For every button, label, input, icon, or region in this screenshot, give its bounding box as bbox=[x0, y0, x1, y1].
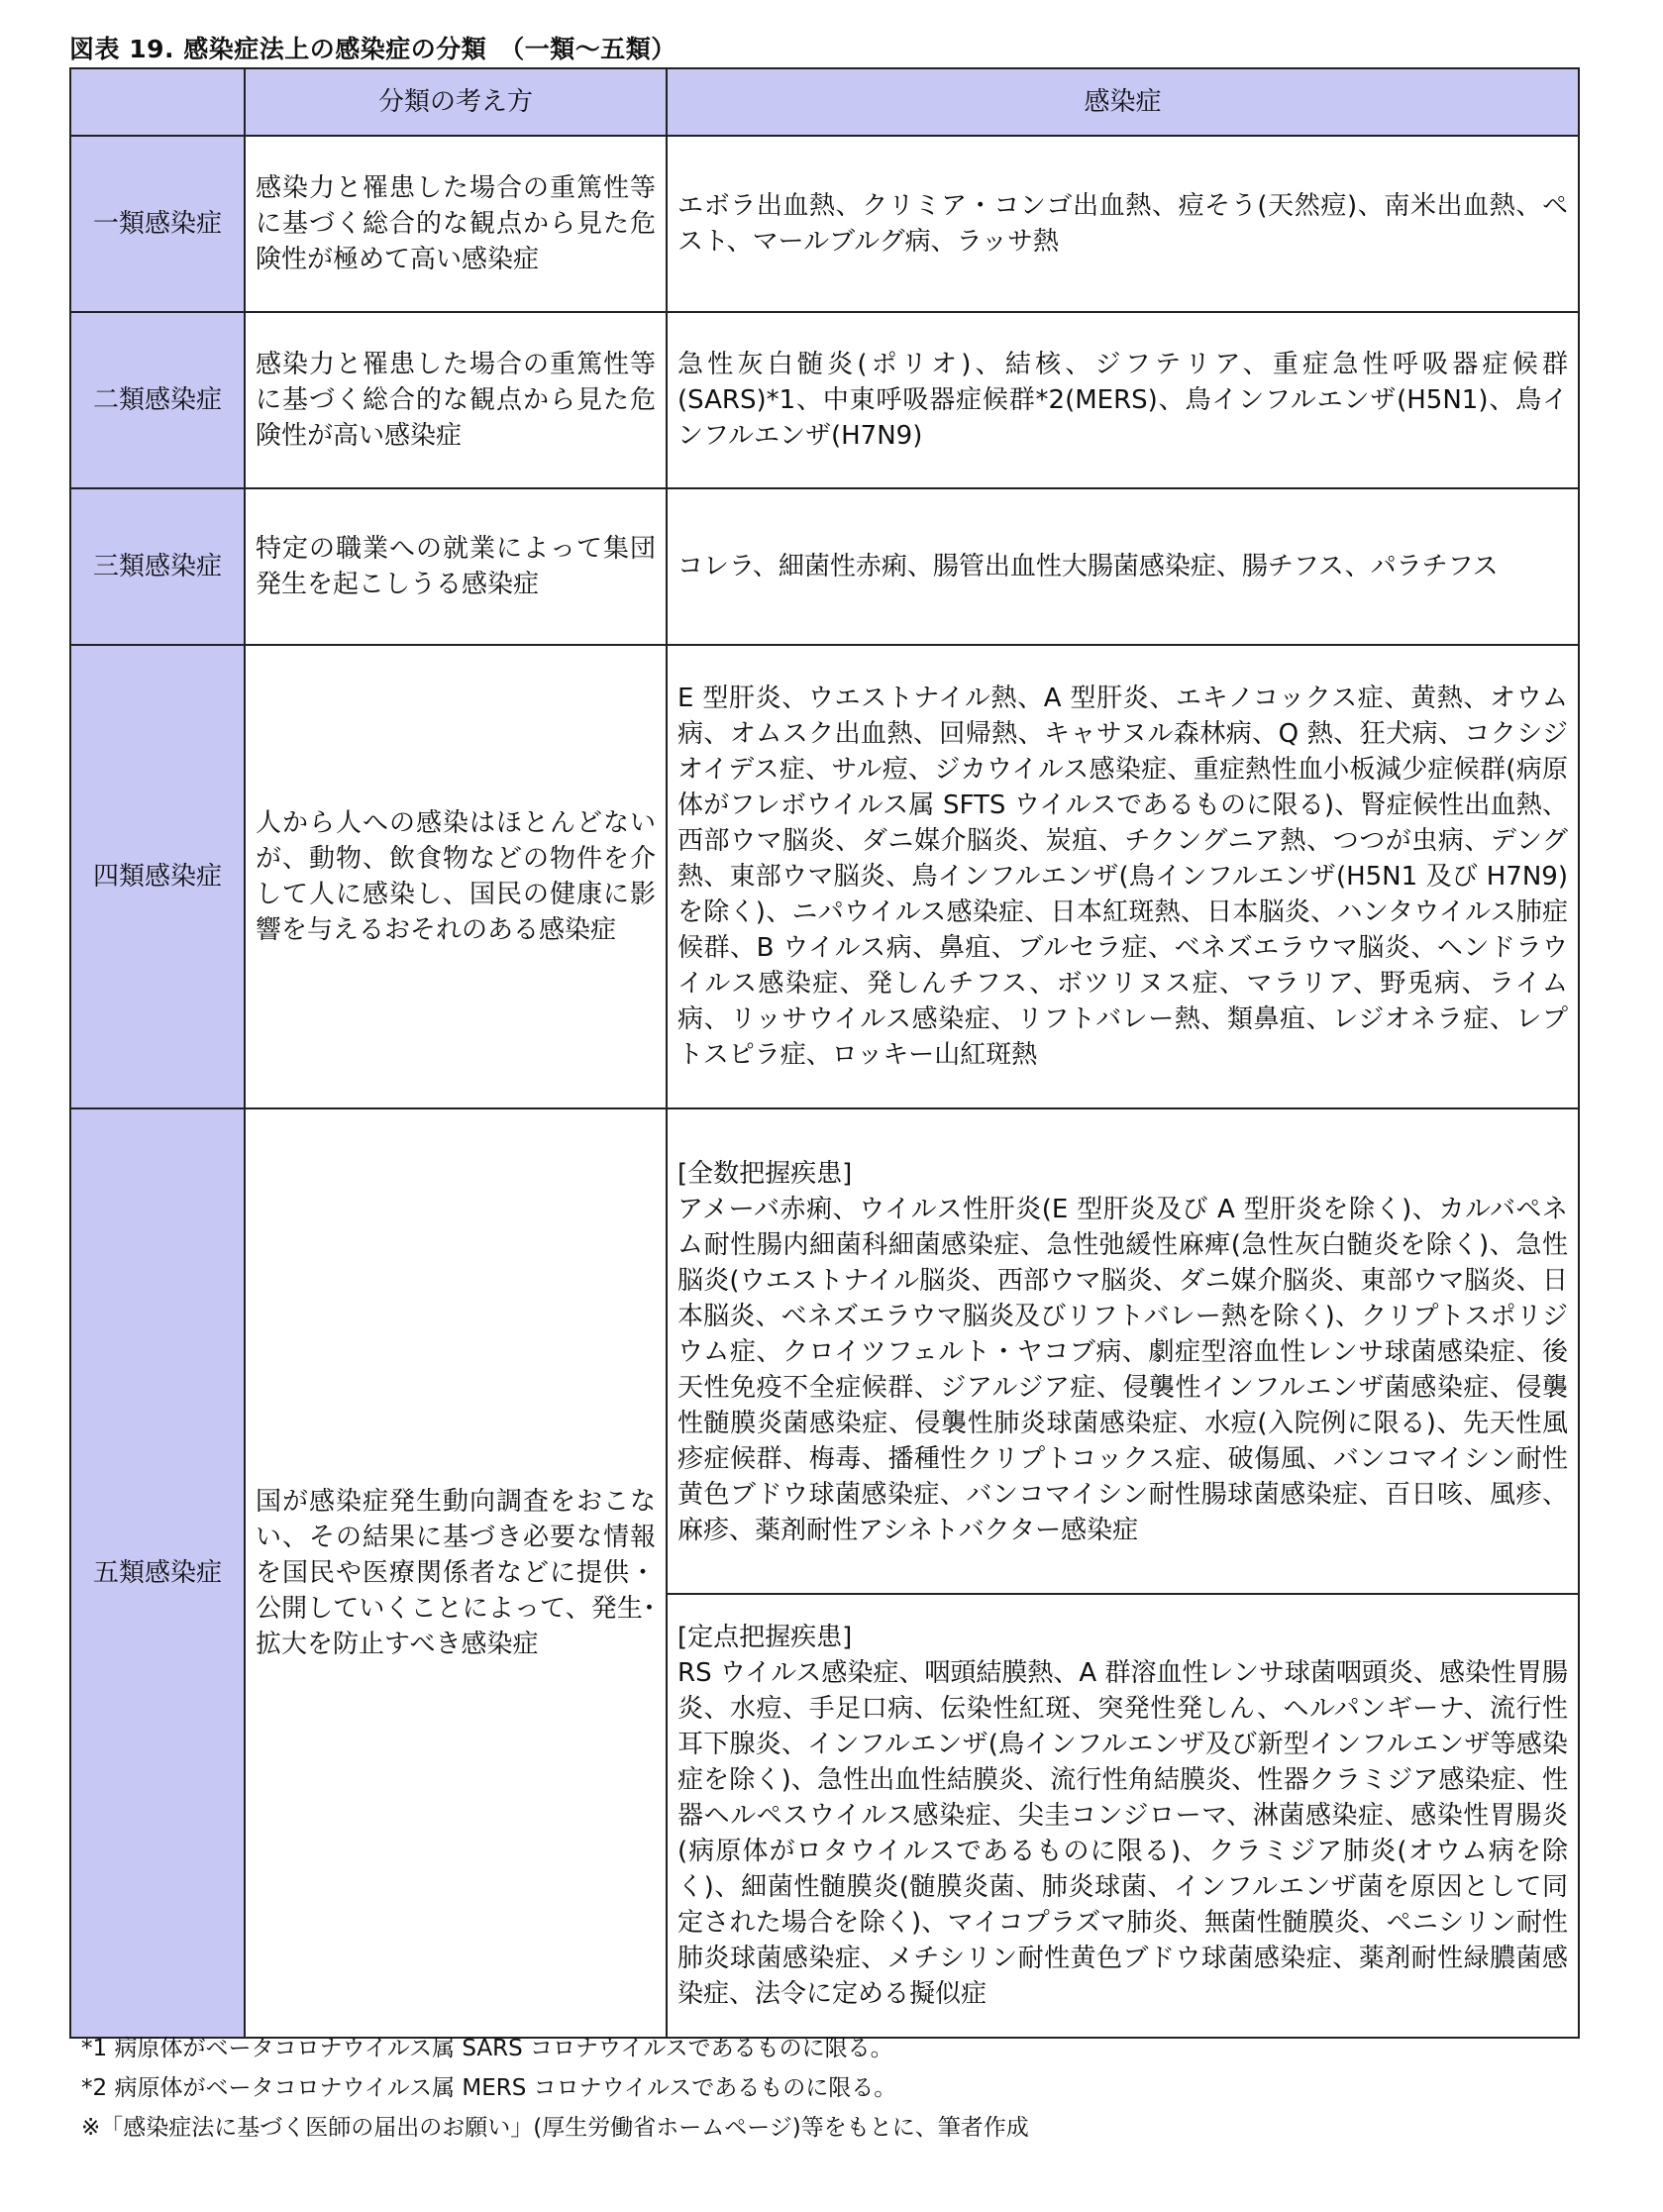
classification-table bbox=[69, 67, 1580, 2039]
table-row bbox=[70, 488, 1579, 645]
table-row bbox=[70, 1108, 1579, 2038]
disease-cell: エボラ出血熱、クリミア・コンゴ出血熱、痘そう(天然痘)、南米出血熱、ペスト、マールブルグ病、ラッサ熱 bbox=[667, 136, 1579, 312]
concept-cell: 人から人への感染はほとんどないが、動物、飲食物などの物件を介して人に感染し、国民の健康に影響を与えるおそれのある感染症 bbox=[245, 645, 667, 1108]
subsection-notifiable bbox=[668, 1110, 1578, 1594]
category-cell: 三類感染症 bbox=[70, 488, 245, 645]
table-row bbox=[70, 312, 1579, 488]
subsection-row bbox=[668, 1110, 1578, 1594]
footnote: *1 病原体がベータコロナウイルス属 SARS コロナウイルスであるものに限る。 bbox=[81, 2036, 893, 2061]
subsection-row bbox=[668, 1594, 1578, 2036]
table-row bbox=[70, 136, 1579, 312]
header-disease: 感染症 bbox=[667, 68, 1579, 136]
disease-cell bbox=[667, 1108, 1579, 2038]
disease-cell: コレラ、細菌性赤痢、腸管出血性大腸菌感染症、腸チフス、パラチフス bbox=[667, 488, 1579, 645]
category-cell: 二類感染症 bbox=[70, 312, 245, 488]
subsection-diseases: アメーバ赤痢、ウイルス性肝炎(E 型肝炎及び A 型肝炎を除く)、カルバペネム耐性腸内細菌科細菌感染症、急性弛緩性麻痺(急性灰白髄炎を除く)、急性脳炎(ウエストナイル脳炎、西部ウマ脳炎、ダニ媒介脳炎、東部ウマ脳炎、日本脳炎、ベネズエラウマ脳炎及びリフトバレー熱を除く)、クリプトスポリジウム症、クロイツフェルト・ヤコブ病、劇症型溶血性レンサ球菌感染症、後天性免疫不全症候群、ジアルジア症、侵襲性インフルエンザ菌感染症、侵襲性髄膜炎菌感染症、侵襲性肺炎球菌感染症、水痘(入院例に限る)、先天性風疹症候群、梅毒、播種性クリプトコックス症、破傷風、バンコマイシン耐性黄色ブドウ球菌感染症、バンコマイシン耐性腸球菌感染症、百日咳、風疹、麻疹、薬剤耐性アシネトバクター感染症 bbox=[677, 1194, 1568, 1545]
footnote: ※「感染症法に基づく医師の届出のお願い」(厚生労働省ホームページ)等をもとに、筆者作成 bbox=[81, 2115, 1029, 2141]
subsection-heading: [全数把握疾患] bbox=[677, 1158, 853, 1189]
category-cell: 五類感染症 bbox=[70, 1108, 245, 2038]
category-cell: 四類感染症 bbox=[70, 645, 245, 1108]
subsection-sentinel bbox=[668, 1594, 1578, 2036]
disease-subtable bbox=[668, 1110, 1578, 2036]
category-cell: 一類感染症 bbox=[70, 136, 245, 312]
subsection-diseases: RS ウイルス感染症、咽頭結膜熱、A 群溶血性レンサ球菌咽頭炎、感染性胃腸炎、水痘、手足口病、伝染性紅斑、突発性発しん、ヘルパンギーナ、流行性耳下腺炎、インフルエンザ(鳥インフルエンザ及び新型インフルエンザ等感染症を除く)、急性出血性結膜炎、流行性角結膜炎、性器クラミジア感染症、性器ヘルペスウイルス感染症、尖圭コンジローマ、淋菌感染症、感染性胃腸炎(病原体がロタウイルスであるものに限る)、クラミジア肺炎(オウム病を除く)、細菌性髄膜炎(髄膜炎菌、肺炎球菌、インフルエンザ菌を原因として同定された場合を除く)、マイコプラズマ肺炎、無菌性髄膜炎、ペニシリン耐性肺炎球菌感染症、メチシリン耐性黄色ブドウ球菌感染症、薬剤耐性緑膿菌感染症、法令に定める擬似症 bbox=[677, 1657, 1568, 2009]
concept-cell: 特定の職業への就業によって集団発生を起こしうる感染症 bbox=[245, 488, 667, 645]
header-blank-cell bbox=[70, 68, 245, 136]
footnote: *2 病原体がベータコロナウイルス属 MERS コロナウイルスであるものに限る。 bbox=[81, 2075, 897, 2101]
table-header-row bbox=[70, 68, 1579, 136]
footnotes bbox=[81, 2029, 1029, 2148]
figure-title: 図表 19. 感染症法上の感染症の分類 （一類～五類） bbox=[69, 35, 676, 63]
concept-cell: 国が感染症発生動向調査をおこない、その結果に基づき必要な情報を国民や医療関係者などに提供・公開していくことによって、発生･拡大を防止すべき感染症 bbox=[245, 1108, 667, 2038]
disease-cell: E 型肝炎、ウエストナイル熱、A 型肝炎、エキノコックス症、黄熱、オウム病、オムスク出血熱、回帰熱、キャサヌル森林病、Q 熱、狂犬病、コクシジオイデス症、サル痘、ジカウイルス感染症、重症熱性血小板減少症候群(病原体がフレボウイルス属 SFTS ウイルスであるものに限る)、腎症候性出血熱、西部ウマ脳炎、ダニ媒介脳炎、炭疽、チクングニア熱、つつが虫病、デング熱、東部ウマ脳炎、鳥インフルエンザ(鳥インフルエンザ(H5N1 及び H7N9)を除く)、ニパウイルス感染症、日本紅斑熱、日本脳炎、ハンタウイルス肺症候群、B ウイルス病、鼻疽、ブルセラ症、ベネズエラウマ脳炎、ヘンドラウイルス感染症、発しんチフス、ボツリヌス症、マラリア、野兎病、ライム病、リッサウイルス感染症、リフトバレー熱、類鼻疽、レジオネラ症、レプトスピラ症、ロッキー山紅斑熱 bbox=[667, 645, 1579, 1108]
concept-cell: 感染力と罹患した場合の重篤性等に基づく総合的な観点から見た危険性が高い感染症 bbox=[245, 312, 667, 488]
subsection-heading: [定点把握疾患] bbox=[677, 1622, 853, 1652]
table-row bbox=[70, 645, 1579, 1108]
header-concept: 分類の考え方 bbox=[245, 68, 667, 136]
concept-cell: 感染力と罹患した場合の重篤性等に基づく総合的な観点から見た危険性が極めて高い感染症 bbox=[245, 136, 667, 312]
disease-cell: 急性灰白髄炎(ポリオ)、結核、ジフテリア、重症急性呼吸器症候群(SARS)*1、中東呼吸器症候群*2(MERS)、鳥インフルエンザ(H5N1)、鳥インフルエンザ(H7N9) bbox=[667, 312, 1579, 488]
